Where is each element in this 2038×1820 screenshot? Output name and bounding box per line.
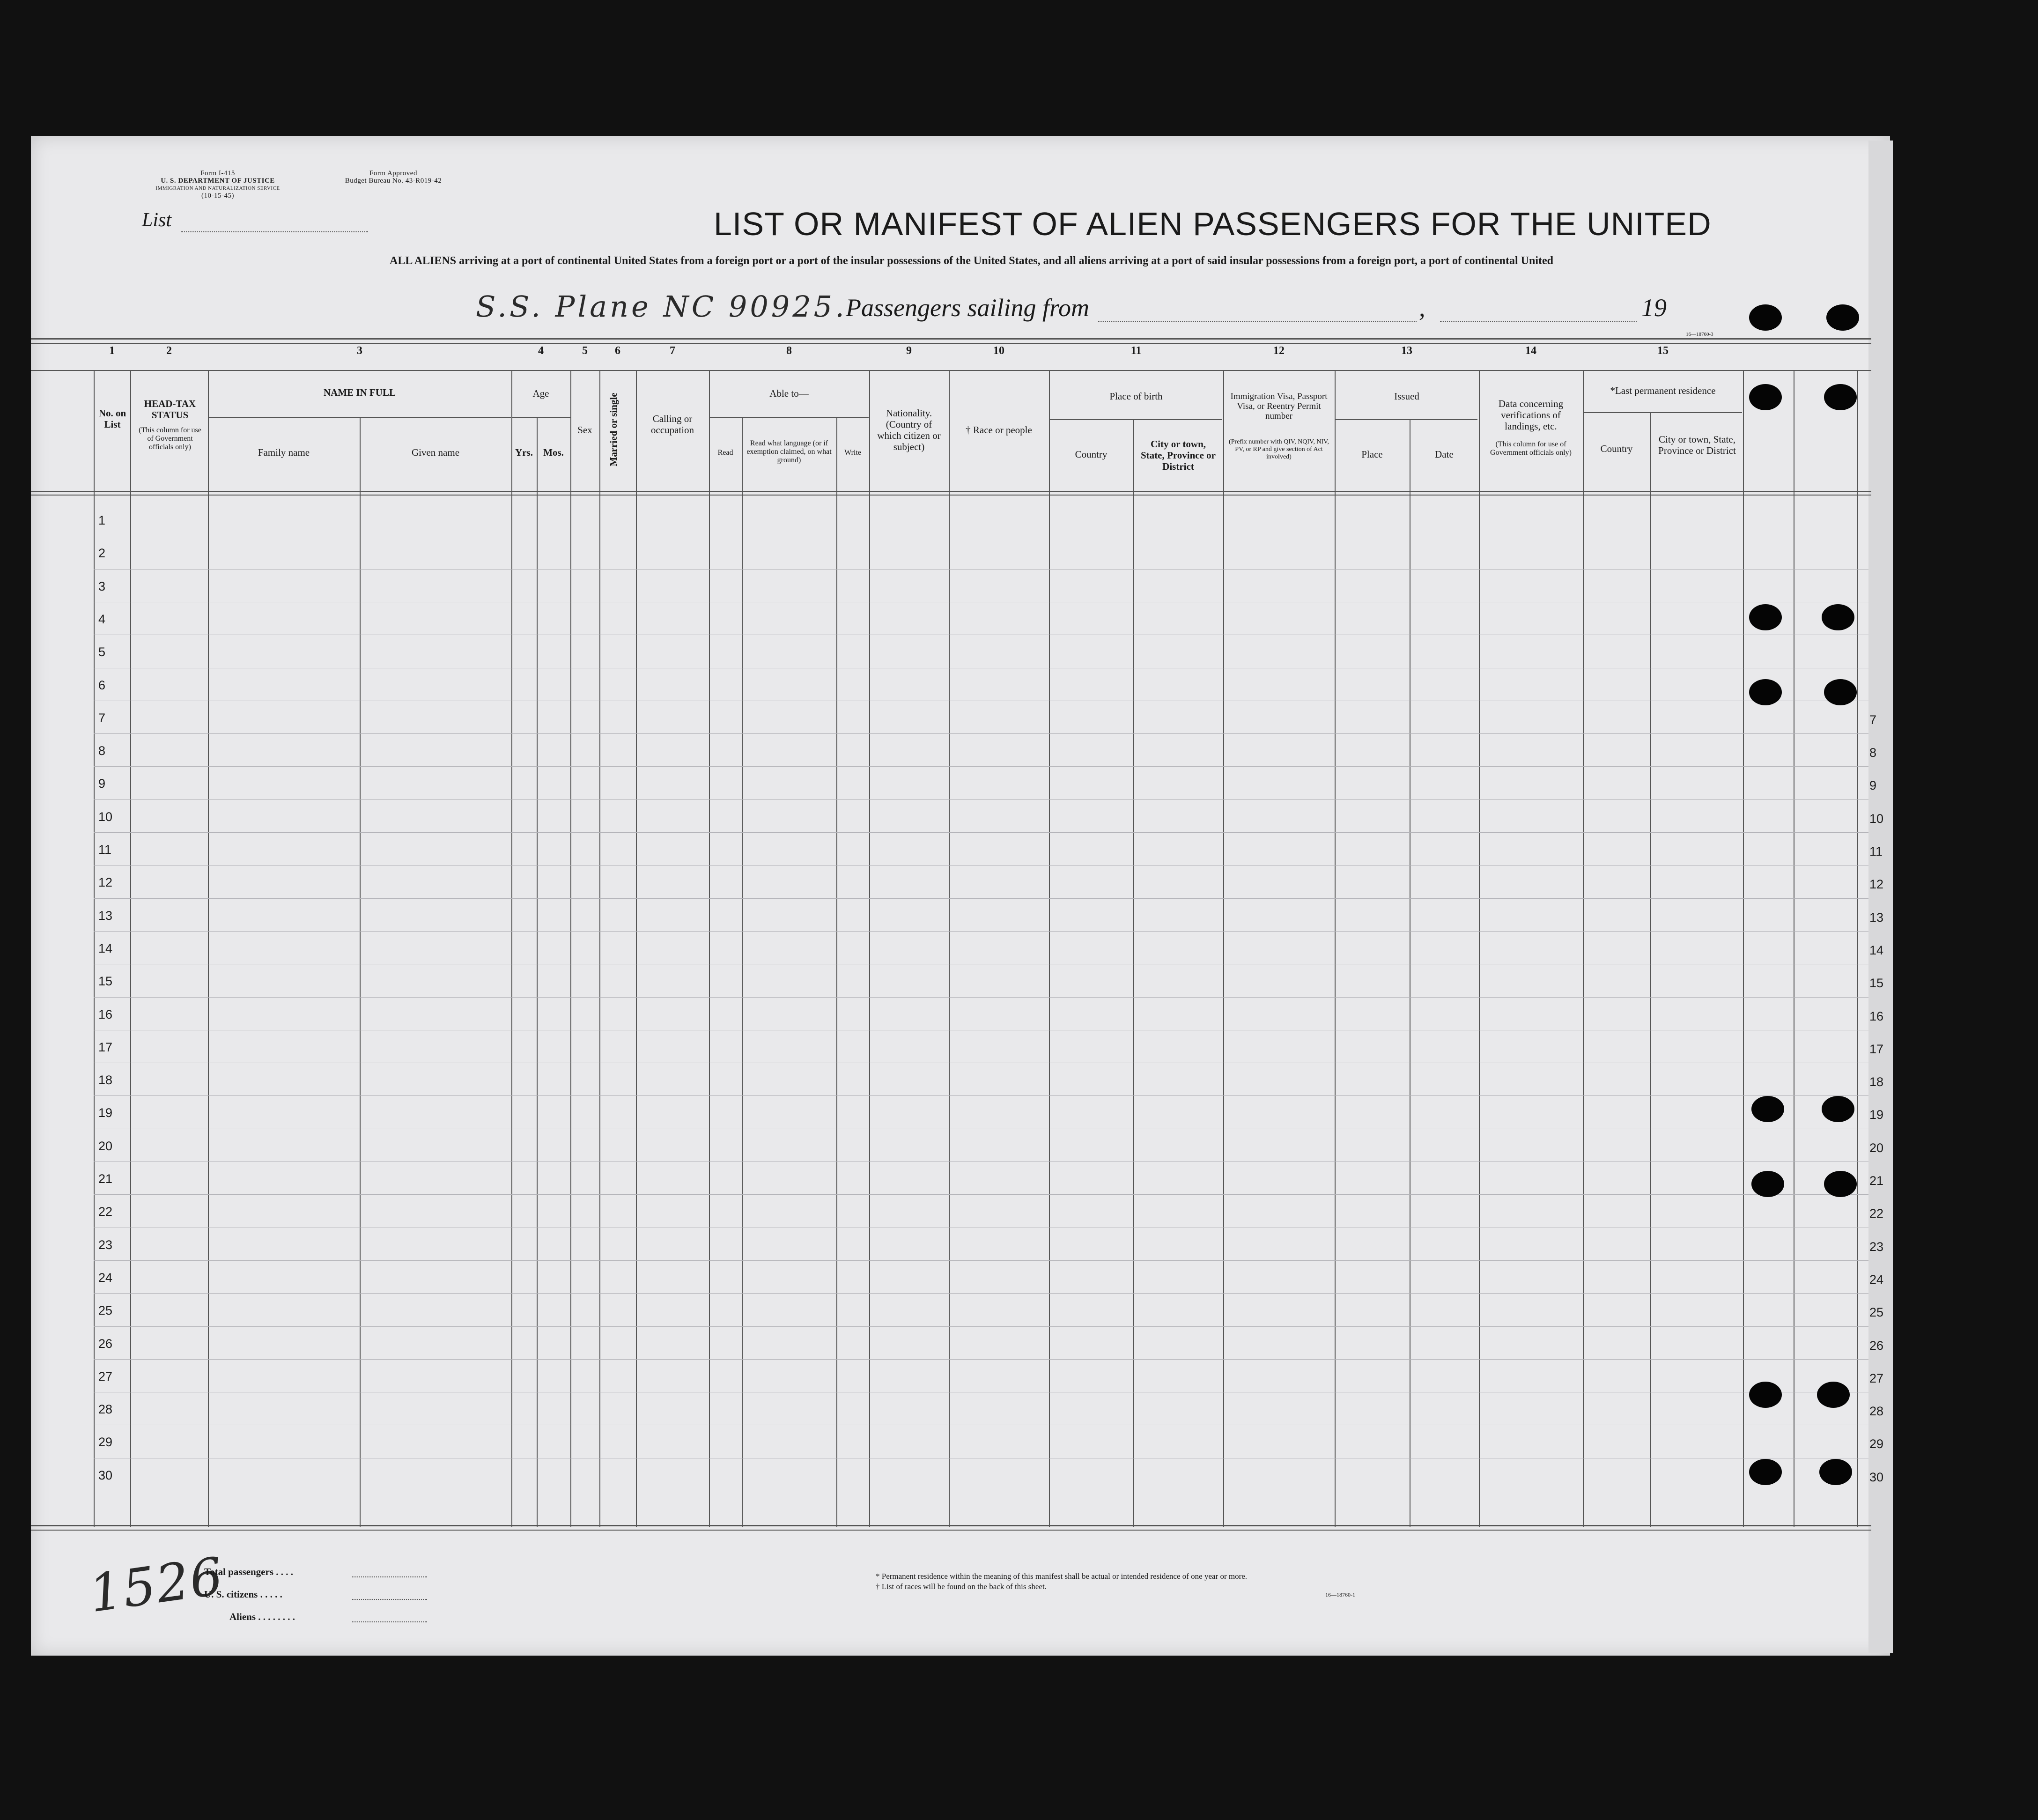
col-line-6 (537, 417, 538, 1527)
header-landings-note: (This column for use of Government officials only) (1490, 440, 1572, 457)
punch-hole (1749, 1382, 1782, 1408)
row-divider (94, 997, 1868, 998)
adjacent-row-number: 23 (1869, 1239, 1884, 1254)
adjacent-row-number: 24 (1869, 1272, 1884, 1287)
row-divider (94, 733, 1868, 734)
row-number: 6 (98, 678, 106, 692)
header-mos: Mos. (543, 447, 564, 458)
row-number: 2 (98, 546, 106, 561)
row-number: 18 (98, 1073, 113, 1088)
row-divider (94, 1194, 1868, 1195)
header-bottom-rule-2 (31, 495, 1871, 496)
row-number: 25 (98, 1303, 113, 1318)
row-divider (94, 1293, 1868, 1294)
adjacent-row-number: 20 (1869, 1140, 1884, 1155)
residence-subheader-rule (1583, 412, 1742, 413)
punch-hole (1749, 679, 1782, 705)
header-write: Write (844, 449, 861, 457)
punch-hole (1749, 384, 1782, 410)
column-number-rule (31, 370, 1871, 371)
header-visa: Immigration Visa, Passport Visa, or Reentry Permit number (1230, 392, 1328, 421)
adjacent-row-number: 11 (1869, 844, 1883, 858)
row-number: 24 (98, 1270, 113, 1285)
col-line-7 (570, 370, 571, 1527)
punch-hole (1749, 604, 1782, 630)
punch-hole (1824, 679, 1857, 705)
adjacent-row-number: 18 (1869, 1075, 1884, 1089)
form-code-bottom: 16—18760-1 (1325, 1591, 1355, 1598)
punch-hole (1749, 1459, 1782, 1485)
row-number: 9 (98, 777, 106, 791)
header-yrs: Yrs. (515, 447, 533, 458)
header-res-country: Country (1600, 443, 1633, 454)
row-divider (94, 898, 1868, 899)
col-line-1 (94, 370, 95, 1527)
col-line-16 (1133, 419, 1134, 1527)
handwritten-vessel-name: S.S. Plane NC 90925. (476, 289, 847, 324)
header-name-in-full: NAME IN FULL (323, 387, 396, 398)
colnum-2: 2 (166, 345, 172, 357)
adjacent-row-number: 19 (1869, 1108, 1884, 1122)
adjacent-row-number: 28 (1869, 1404, 1884, 1419)
row-number: 30 (98, 1468, 113, 1482)
col-line-15 (1049, 370, 1050, 1527)
adjacent-page-edge (1868, 141, 1893, 1653)
colnum-12: 12 (1273, 345, 1285, 357)
able-subheader-rule (709, 417, 869, 418)
adjacent-row-number: 12 (1869, 877, 1884, 892)
col-line-4 (360, 417, 361, 1527)
header-married: Married or single (608, 392, 619, 466)
adjacent-row-number: 27 (1869, 1371, 1884, 1385)
header-landings: Data concerning verifications of landings, etc. (1498, 398, 1564, 432)
manifest-title: LIST OR MANIFEST OF ALIEN PASSENGERS FOR THE UNITED (714, 206, 1712, 242)
list-number-line (181, 231, 368, 232)
col-line-3 (208, 370, 209, 1527)
form-date: (10-15-45) (201, 192, 234, 200)
row-divider (94, 832, 1868, 833)
adjacent-row-number: 21 (1869, 1174, 1884, 1188)
header-place-of-birth: Place of birth (1109, 391, 1163, 402)
row-number: 23 (98, 1237, 113, 1252)
colnum-4: 4 (538, 345, 544, 357)
header-read-language: Read what language (or if exemption claimed, on what ground) (746, 439, 832, 464)
col-line-14 (949, 370, 950, 1527)
header-calling: Calling or occupation (650, 413, 694, 436)
row-divider (94, 1260, 1868, 1261)
col-line-13 (869, 370, 870, 1527)
table-bottom-rule (31, 1525, 1871, 1526)
col-line-8 (599, 370, 600, 1527)
birth-subheader-rule (1049, 419, 1222, 420)
header-no-on-list: No. on List (98, 407, 126, 430)
header-head-tax: HEAD-TAX STATUS (144, 398, 196, 421)
approval-line: Form Approved (369, 170, 417, 177)
age-subheader-rule (512, 417, 570, 418)
punch-hole (1822, 1096, 1854, 1122)
header-head-tax-note: (This column for use of Government officials only) (139, 426, 201, 451)
row-divider (94, 766, 1868, 767)
department-name: U. S. DEPARTMENT OF JUSTICE (161, 177, 275, 185)
aliens-label: Aliens . . . . . . . . (229, 1611, 295, 1622)
form-id-block (136, 170, 300, 200)
row-number: 1 (98, 513, 106, 527)
small-code-top: 16—18760-3 (1686, 332, 1713, 337)
punch-hole (1826, 304, 1859, 331)
col-line-22 (1650, 412, 1651, 1527)
row-number: 17 (98, 1040, 113, 1054)
header-last-residence: *Last permanent residence (1610, 385, 1716, 396)
punch-hole (1749, 304, 1782, 331)
colnum-11: 11 (1130, 345, 1142, 357)
list-label: List (142, 209, 172, 231)
header-age: Age (532, 388, 549, 399)
colnum-15: 15 (1657, 345, 1669, 357)
adjacent-row-number: 14 (1869, 943, 1884, 957)
row-number: 16 (98, 1007, 113, 1021)
adjacent-row-number: 15 (1869, 976, 1884, 991)
header-birth-city: City or town, State, Province or District (1141, 438, 1216, 472)
row-number: 20 (98, 1139, 113, 1153)
header-read: Read (717, 449, 733, 457)
adjacent-row-number: 26 (1869, 1338, 1884, 1353)
year-prefix: 19 (1641, 294, 1667, 322)
row-divider (94, 1326, 1868, 1327)
form-number: Form I-415 (200, 170, 235, 177)
adjacent-row-number: 17 (1869, 1042, 1884, 1056)
row-divider (94, 569, 1868, 570)
top-rule (31, 338, 1871, 340)
colnum-6: 6 (615, 345, 620, 357)
row-number: 10 (98, 809, 113, 824)
row-number: 11 (98, 843, 112, 857)
aliens-line (352, 1621, 427, 1622)
row-number: 7 (98, 710, 106, 725)
manifest-subtitle: ALL ALIENS arriving at a port of continental United States from a foreign port or a port of the insular possessions of the United States, and all aliens arriving at a port of said insular possessions from a foreign port, a port of continental United (390, 255, 1553, 267)
approval-block (318, 170, 468, 185)
header-issued-date: Date (1435, 449, 1454, 460)
row-number: 26 (98, 1336, 113, 1351)
header-nationality: Nationality. (Country of which citizen or subject) (877, 407, 941, 452)
header-given-name: Given name (411, 447, 460, 458)
adjacent-row-number: 22 (1869, 1206, 1884, 1221)
colnum-8: 8 (786, 345, 792, 357)
col-line-21 (1583, 370, 1584, 1527)
row-number: 19 (98, 1106, 113, 1120)
sailing-from-label: Passengers sailing from (846, 294, 1090, 322)
race-footnote: † List of races will be found on the back of this sheet. (876, 1582, 1047, 1591)
budget-number: Budget Bureau No. 43-R019-42 (345, 177, 442, 185)
row-number: 21 (98, 1172, 113, 1186)
header-res-city: City or town, State, Province or District (1658, 434, 1736, 456)
row-number: 3 (98, 579, 106, 593)
punch-hole (1822, 604, 1854, 630)
col-line-10 (709, 370, 710, 1527)
row-number: 4 (98, 612, 106, 626)
us-citizens-line (352, 1599, 427, 1600)
header-family-name: Family name (258, 447, 310, 458)
punch-hole (1824, 1171, 1857, 1197)
adjacent-row-number: 30 (1869, 1470, 1884, 1484)
punch-hole (1817, 1382, 1850, 1408)
row-number: 22 (98, 1205, 113, 1219)
col-line-9 (636, 370, 637, 1527)
total-passengers-line (352, 1576, 427, 1577)
header-bottom-rule (31, 491, 1871, 492)
adjacent-row-number: 9 (1869, 778, 1877, 793)
header-issued: Issued (1394, 391, 1419, 402)
sailing-port-line (1098, 321, 1417, 322)
punch-hole (1824, 384, 1857, 410)
us-citizens-label: U. S. citizens . . . . . (204, 1589, 282, 1600)
row-number: 27 (98, 1369, 113, 1383)
col-line-23 (1743, 370, 1744, 1527)
row-number: 12 (98, 875, 113, 890)
sailing-comma: , (1419, 294, 1425, 322)
adjacent-row-number: 7 (1869, 712, 1877, 727)
col-line-17 (1223, 370, 1224, 1527)
punch-hole (1819, 1459, 1852, 1485)
header-issued-place: Place (1361, 449, 1383, 460)
row-number: 5 (98, 645, 106, 659)
residence-footnote: * Permanent residence within the meaning of this manifest shall be actual or intended residence of one year or more. (876, 1572, 1248, 1581)
col-line-25 (1857, 370, 1858, 1527)
adjacent-row-number: 10 (1869, 811, 1884, 826)
colnum-1: 1 (109, 345, 115, 357)
header-visa-note: (Prefix number with QIV, NQIV, NIV, PV, or RP and give section of Act involved) (1229, 438, 1329, 460)
col-line-5 (511, 370, 512, 1527)
adjacent-row-number: 25 (1869, 1305, 1884, 1320)
col-line-11 (742, 417, 743, 1527)
adjacent-row-number: 29 (1869, 1437, 1884, 1451)
adjacent-row-number: 16 (1869, 1009, 1884, 1023)
punch-hole (1751, 1171, 1784, 1197)
row-divider (94, 1095, 1868, 1096)
colnum-5: 5 (582, 345, 588, 357)
row-number: 29 (98, 1435, 113, 1450)
manifest-sheet (31, 136, 1890, 1656)
col-line-18 (1335, 370, 1336, 1527)
colnum-14: 14 (1525, 345, 1536, 357)
header-birth-country: Country (1075, 449, 1108, 460)
issued-subheader-rule (1335, 419, 1477, 420)
row-divider (94, 931, 1868, 932)
header-sex: Sex (577, 424, 592, 436)
header-able-to: Able to— (769, 388, 809, 399)
row-number: 13 (98, 908, 113, 923)
colnum-9: 9 (906, 345, 912, 357)
row-divider (94, 799, 1868, 800)
top-rule-2 (31, 343, 1871, 344)
col-line-12 (836, 417, 837, 1527)
adjacent-row-number: 13 (1869, 910, 1884, 925)
handwritten-sheet-number: 1526 (85, 1546, 228, 1624)
header-race: † Race or people (966, 424, 1032, 436)
row-divider (94, 1359, 1868, 1360)
row-divider (94, 865, 1868, 866)
total-passengers-label: Total passengers . . . . (204, 1566, 293, 1577)
table-bottom-rule-2 (31, 1530, 1871, 1531)
row-number: 28 (98, 1402, 113, 1417)
colnum-3: 3 (357, 345, 362, 357)
sailing-date-line (1440, 321, 1637, 322)
row-number: 8 (98, 744, 106, 758)
colnum-13: 13 (1401, 345, 1412, 357)
adjacent-row-number: 8 (1869, 746, 1877, 760)
service-name: IMMIGRATION AND NATURALIZATION SERVICE (155, 185, 280, 191)
row-number: 15 (98, 974, 113, 989)
col-line-20 (1479, 370, 1480, 1527)
punch-hole (1751, 1096, 1784, 1122)
colnum-7: 7 (670, 345, 675, 357)
row-number: 14 (98, 941, 113, 955)
colnum-10: 10 (993, 345, 1004, 357)
